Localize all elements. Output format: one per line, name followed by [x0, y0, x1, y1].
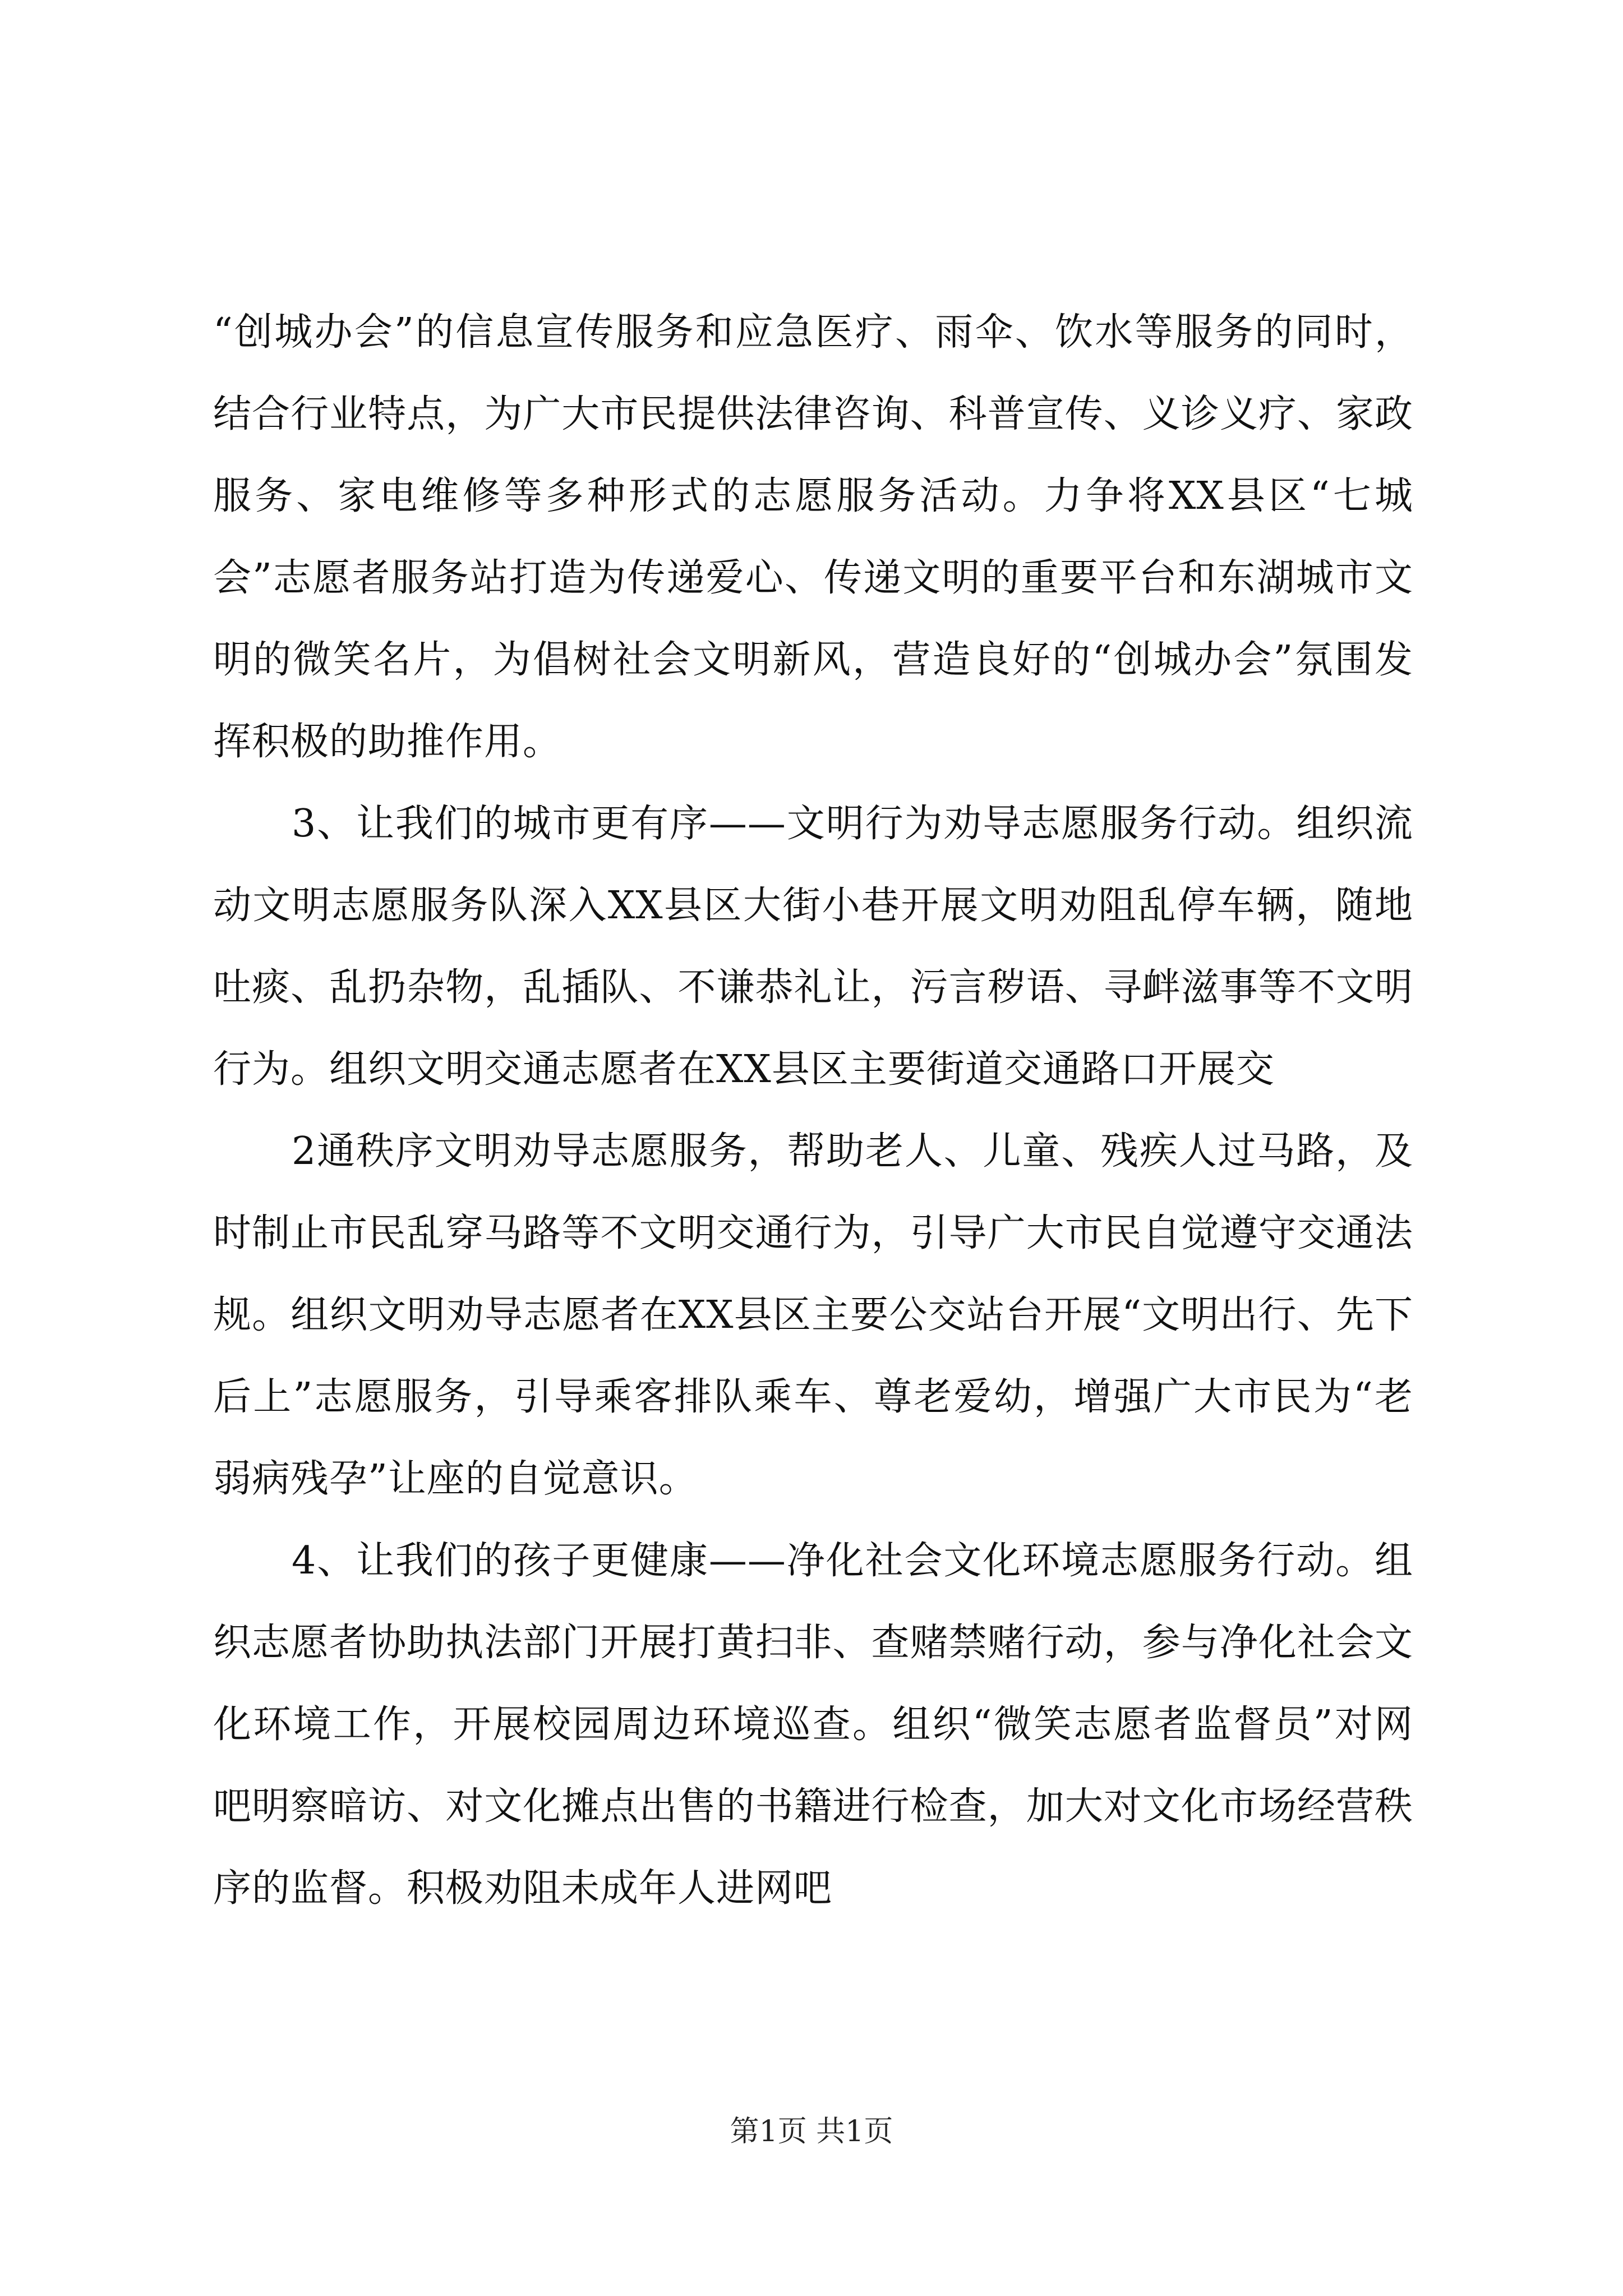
page-footer: 第1页 共1页 — [730, 2115, 893, 2148]
paragraph-service-station: “创城办会”的信息宣传服务和应急医疗、雨伞、饮水等服务的同时，结合行业特点，为广大市民提供法律咨询、科普宣传、义诊义疗、家政服务、家电维修等多种形式的志愿服务活动。力争将XX县区“七城会”志愿者服务站打造为传递爱心、传递文明的重要平台和东湖城市文明的微笑名片，为倡树社会文明新风，营造良好的“创城办会”氛围发挥积极的助推作用。 — [213, 310, 1413, 764]
document-body — [213, 292, 1413, 1930]
paragraph-traffic-order: 2通秩序文明劝导志愿服务，帮助老人、儿童、残疾人过马路，及时制止市民乱穿马路等不文明交通行为，引导广大市民自觉遵守交通法规。组织文明劝导志愿者在XX县区主要公交站台开展“文明出行、先下后上”志愿服务，引导乘客排队乘车、尊老爱幼，增强广大市民为“老弱病残孕”让座的自觉意识。 — [213, 1129, 1413, 1501]
paragraph-civilized-behavior: 3、让我们的城市更有序——文明行为劝导志愿服务行动。组织流动文明志愿服务队深入XX县区大街小巷开展文明劝阻乱停车辆，随地吐痰、乱扔杂物，乱插队、不谦恭礼让，污言秽语、寻衅滋事等不文明行为。组织文明交通志愿者在XX县区主要街道交通路口开展交 — [213, 802, 1413, 1092]
paragraph-children-health: 4、让我们的孩子更健康——净化社会文化环境志愿服务行动。组织志愿者协助执法部门开展打黄扫非、查赌禁赌行动，参与净化社会文化环境工作，开展校园周边环境巡查。组织“微笑志愿者监督员”对网吧明察暗访、对文化摊点出售的书籍进行检查，加大对文化市场经营秩序的监督。积极劝阻未成年人进网吧 — [213, 1539, 1413, 1911]
